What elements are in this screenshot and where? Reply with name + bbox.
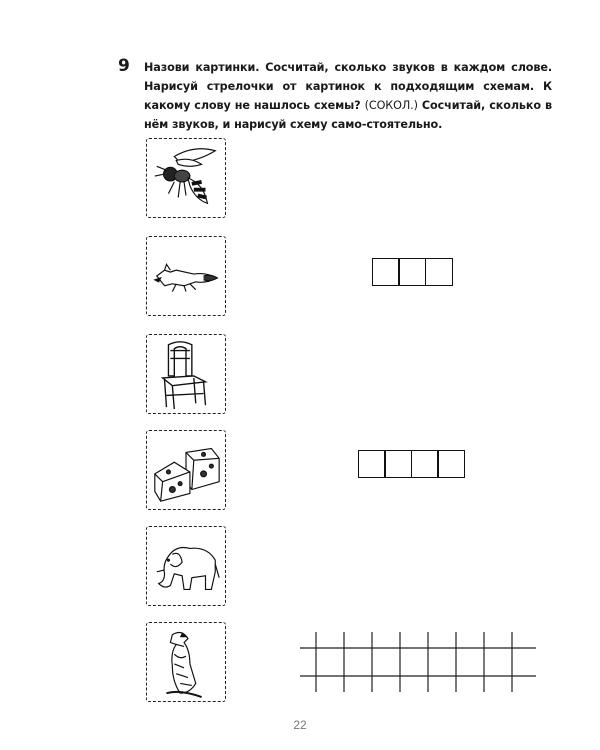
scheme-cell[interactable] [372, 258, 400, 286]
task-number: 9 [118, 56, 130, 76]
scheme-cell[interactable] [411, 450, 439, 478]
cheese-icon [147, 431, 225, 509]
picture-card-wasp[interactable] [146, 138, 226, 218]
falcon-icon [147, 623, 225, 701]
scheme-cell[interactable] [384, 450, 412, 478]
picture-card-elephant[interactable] [146, 526, 226, 606]
chair-icon [147, 335, 225, 413]
task-text-end: Сосчитай, сколько в нём звуков, и нарисуй схему само-стоятельно. [144, 99, 553, 131]
picture-card-falcon[interactable] [146, 622, 226, 702]
task-instructions [144, 58, 552, 134]
scheme-cell[interactable] [425, 258, 453, 286]
drawing-grid[interactable] [298, 630, 538, 694]
wasp-icon [147, 139, 225, 217]
scheme-cell[interactable] [398, 258, 426, 286]
sound-scheme-4 [358, 450, 465, 478]
picture-card-chair[interactable] [146, 334, 226, 414]
scheme-cell[interactable] [358, 450, 386, 478]
sound-scheme-3 [372, 258, 453, 286]
scheme-cell[interactable] [437, 450, 465, 478]
elephant-icon [147, 527, 225, 605]
fox-icon [147, 237, 225, 315]
picture-card-fox[interactable] [146, 236, 226, 316]
answer-hint: (СОКОЛ.) [364, 99, 418, 112]
task-text-main: Назови картинки. Сосчитай, сколько звуков в каждом слове. Нарисуй стрелочки от картинок к подходящим схемам. К какому слову не нашлось схемы? [144, 61, 552, 112]
page-number: 22 [293, 718, 307, 732]
picture-card-cheese[interactable] [146, 430, 226, 510]
